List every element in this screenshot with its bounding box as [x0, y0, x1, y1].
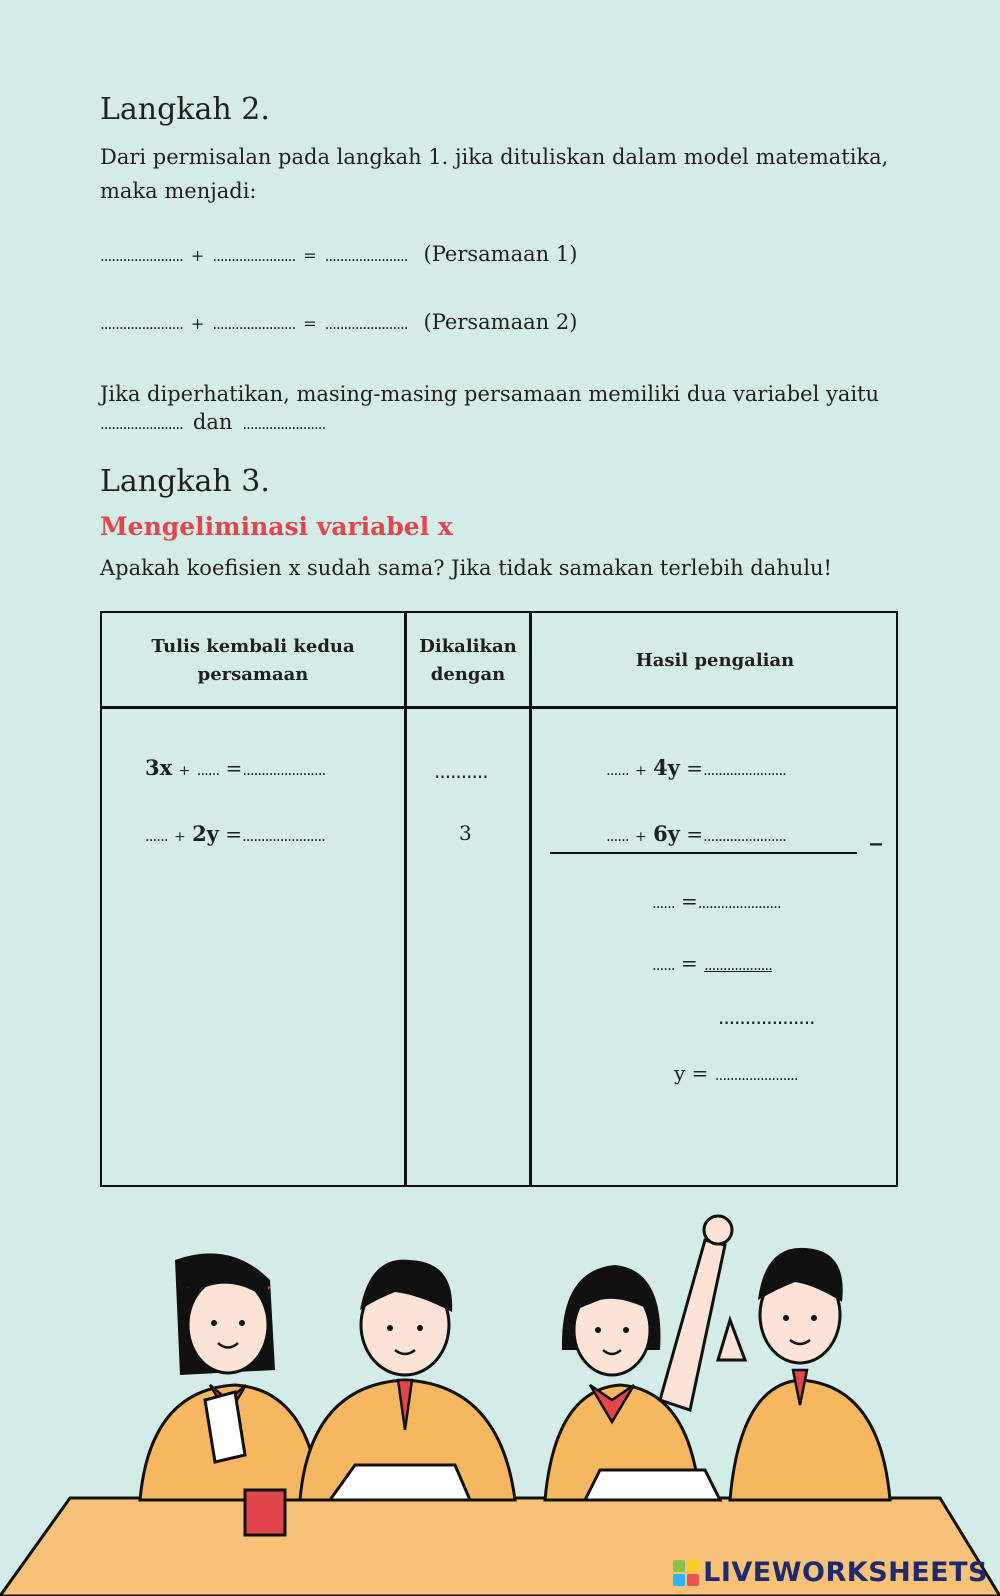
- eq1-blank-1[interactable]: ......................: [100, 247, 183, 265]
- equation-2: [100, 310, 577, 334]
- row1-equation: [145, 755, 325, 780]
- eq2-blank-1[interactable]: ......................: [100, 315, 183, 333]
- row2-term-y: 2y: [192, 821, 219, 846]
- variables-and: dan: [192, 410, 233, 434]
- result-row3: [652, 889, 781, 913]
- subtraction-line: [550, 852, 857, 854]
- minus-sign: _: [870, 817, 882, 846]
- step3-subheading: Mengeliminasi variabel x: [100, 512, 453, 541]
- result-row3-blank[interactable]: ......: [652, 894, 675, 912]
- header-rewrite-equations: Tulis kembali kedua persamaan: [151, 636, 355, 685]
- result-row2-equals: =: [686, 822, 704, 846]
- result-row1: [606, 755, 786, 780]
- eq2-blank-3[interactable]: ......................: [324, 315, 408, 333]
- row1-blank-y[interactable]: ......: [196, 761, 220, 779]
- result-row2-blank-x[interactable]: ......: [606, 827, 629, 845]
- step2-heading: Langkah 2.: [100, 92, 270, 127]
- student-boy-writing: [300, 1260, 515, 1500]
- result-row1-blank-result[interactable]: ......................: [703, 761, 786, 779]
- result-row4: [652, 951, 772, 975]
- row2-blank-result[interactable]: ......................: [242, 827, 325, 845]
- result-row2-blank-result[interactable]: ......................: [703, 827, 786, 845]
- row2-multiplier: 3: [459, 821, 472, 845]
- eq1-plus: +: [190, 246, 205, 265]
- result-row4-blank[interactable]: ......: [652, 956, 675, 974]
- students-illustration: [0, 1200, 1000, 1596]
- elimination-table: [100, 611, 898, 1187]
- eq1-equals: =: [303, 246, 317, 265]
- step3-heading: Langkah 3.: [100, 464, 270, 499]
- row1-equals: =: [225, 756, 243, 780]
- result-row1-plus: +: [634, 763, 647, 779]
- header-multiplied-by: Dikalikan dengan: [419, 636, 517, 685]
- variable-blank-2[interactable]: ......................: [242, 415, 326, 433]
- student-boy-right: [718, 1248, 890, 1500]
- row2-equals: =: [225, 822, 243, 846]
- step3-question: Apakah koefisien x sudah sama? Jika tidak samakan terlebih dahulu!: [100, 556, 832, 580]
- student-girl-left: [140, 1253, 320, 1535]
- eq1-blank-2[interactable]: ......................: [212, 247, 296, 265]
- row1-plus: +: [178, 763, 191, 779]
- eq1-blank-3[interactable]: ......................: [324, 247, 408, 265]
- liveworksheets-brand: LIVEWORKSHEETS: [703, 1557, 988, 1588]
- row1-multiplier-blank[interactable]: ..........: [434, 759, 488, 783]
- row1-blank-result[interactable]: ......................: [242, 761, 326, 779]
- liveworksheets-watermark[interactable]: [673, 1557, 988, 1588]
- result-row2: [606, 821, 786, 846]
- variables-blanks: [100, 410, 325, 434]
- result-row1-term: 4y: [653, 755, 680, 780]
- result-row2-term: 6y: [653, 821, 680, 846]
- row2-equation: [145, 821, 325, 846]
- header-multiplication-result: Hasil pengalian: [635, 650, 795, 671]
- step2-intro-line2: maka menjadi:: [100, 179, 257, 203]
- row2-blank-x[interactable]: ......: [145, 827, 168, 845]
- result-row4-numerator[interactable]: ..................: [704, 956, 772, 974]
- step2-intro-line1: Dari permisalan pada langkah 1. jika dituliskan dalam model matematika,: [100, 145, 889, 169]
- row1-coef-x: 3x: [145, 755, 173, 780]
- eq2-plus: +: [190, 314, 205, 333]
- result-row4-equals: =: [680, 951, 698, 975]
- eq2-blank-2[interactable]: ......................: [212, 315, 296, 333]
- table-header-divider: [102, 706, 896, 709]
- student-girl-raising-hand: [545, 1216, 732, 1500]
- eq2-equals: =: [303, 314, 317, 333]
- result-row3-equals: =: [680, 889, 698, 913]
- eq2-label: (Persamaan 2): [423, 310, 578, 334]
- result-row3-blank-result[interactable]: ......................: [697, 894, 781, 912]
- result-row1-equals: =: [686, 756, 704, 780]
- result-row1-blank-x[interactable]: ......: [606, 761, 629, 779]
- result-y-blank[interactable]: ......................: [714, 1066, 798, 1084]
- result-row4-denominator[interactable]: ..................: [718, 1005, 815, 1029]
- eq1-label: (Persamaan 1): [423, 242, 578, 266]
- variable-blank-1[interactable]: ......................: [100, 415, 183, 433]
- row2-plus: +: [173, 829, 186, 845]
- result-row2-plus: +: [634, 829, 647, 845]
- result-y-label: y =: [674, 1061, 709, 1085]
- result-y: [674, 1061, 798, 1085]
- equation-1: [100, 242, 577, 266]
- liveworksheets-logo-icon: [673, 1560, 699, 1586]
- variables-sentence: Jika diperhatikan, masing-masing persamaan memiliki dua variabel yaitu: [100, 382, 880, 406]
